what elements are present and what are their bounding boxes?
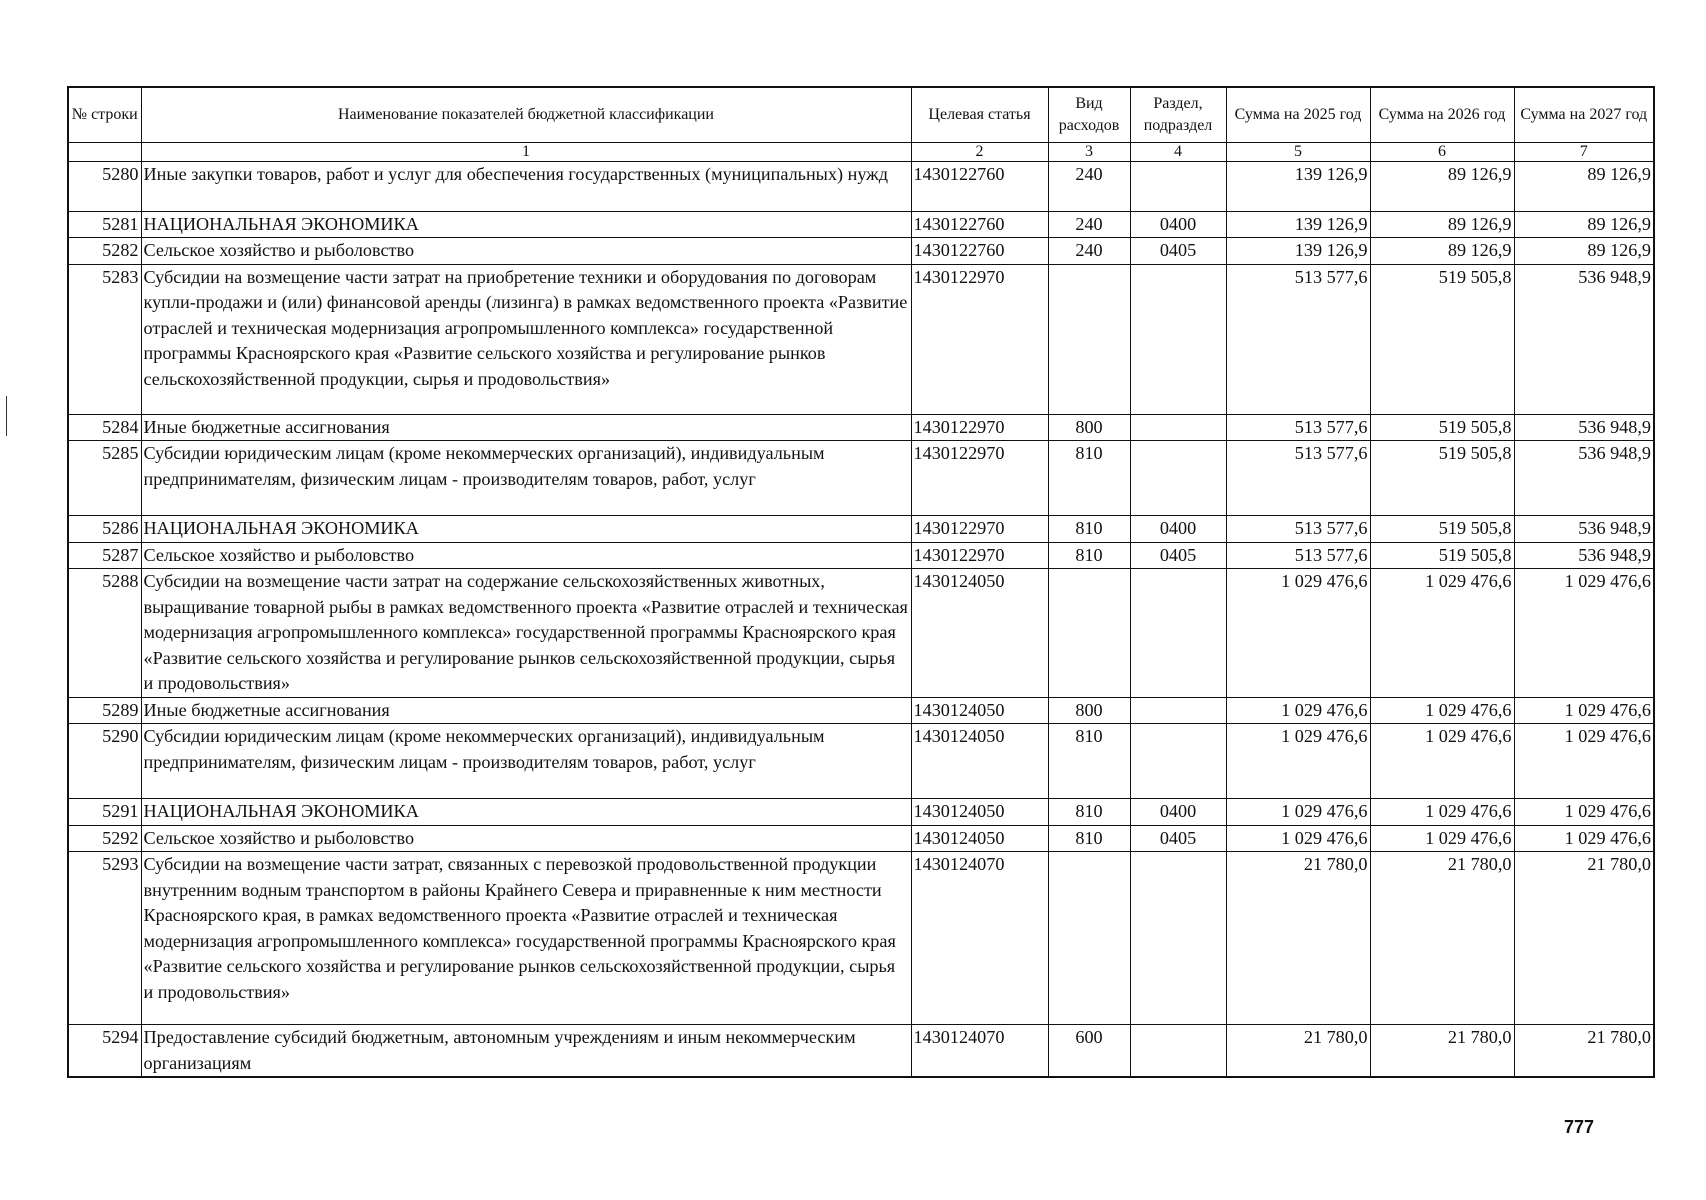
sum-2026: 519 505,8 xyxy=(1370,441,1514,516)
expense-type: 240 xyxy=(1048,238,1130,265)
table-row xyxy=(68,264,1654,414)
table-row xyxy=(68,516,1654,543)
sum-2026: 89 126,9 xyxy=(1370,238,1514,265)
table-row xyxy=(68,161,1654,211)
target-article: 1430124050 xyxy=(911,799,1048,826)
table-row xyxy=(68,1025,1654,1078)
table-body xyxy=(68,142,1654,1077)
target-article: 1430122760 xyxy=(911,238,1048,265)
table-row xyxy=(68,799,1654,826)
row-name: Субсидии на возмещение части затрат на содержание сельскохозяйственных животных, выращивание товарной рыбы в рамках ведомственного проекта «Развитие отраслей и техническая модернизация агропромышленного комплекса» государственной программы Красноярского края «Развитие сельского хозяйства и регулирование рынков сельскохозяйственной продукции, сырья и продовольствия» xyxy=(141,569,911,698)
sum-2026: 89 126,9 xyxy=(1370,161,1514,211)
target-article: 1430124050 xyxy=(911,569,1048,698)
expense-type xyxy=(1048,852,1130,1025)
table-row xyxy=(68,211,1654,238)
expense-type: 600 xyxy=(1048,1025,1130,1078)
sum-2027: 1 029 476,6 xyxy=(1514,825,1654,852)
table-row xyxy=(68,852,1654,1025)
row-name: Субсидии юридическим лицам (кроме некоммерческих организаций), индивидуальным предпринимателям, физическим лицам - производителям товаров, работ, услуг xyxy=(141,441,911,516)
header-row-no: № строки xyxy=(68,87,141,142)
target-article: 1430122970 xyxy=(911,264,1048,414)
sum-2026: 1 029 476,6 xyxy=(1370,697,1514,724)
table-row xyxy=(68,697,1654,724)
expense-type: 240 xyxy=(1048,211,1130,238)
sum-2027: 536 948,9 xyxy=(1514,441,1654,516)
scan-margin-mark xyxy=(6,396,7,436)
row-number: 5289 xyxy=(68,697,141,724)
column-number: 2 xyxy=(911,142,1048,161)
expense-type xyxy=(1048,264,1130,414)
table-row xyxy=(68,441,1654,516)
row-number: 5288 xyxy=(68,569,141,698)
sum-2025: 139 126,9 xyxy=(1226,238,1370,265)
row-name: Субсидии юридическим лицам (кроме некоммерческих организаций), индивидуальным предпринимателям, физическим лицам - производителям товаров, работ, услуг xyxy=(141,724,911,799)
expense-type: 240 xyxy=(1048,161,1130,211)
sum-2026: 1 029 476,6 xyxy=(1370,569,1514,698)
sum-2027: 89 126,9 xyxy=(1514,211,1654,238)
table-row xyxy=(68,414,1654,441)
sum-2025: 513 577,6 xyxy=(1226,414,1370,441)
row-number: 5290 xyxy=(68,724,141,799)
sum-2025: 139 126,9 xyxy=(1226,161,1370,211)
sum-2027: 89 126,9 xyxy=(1514,238,1654,265)
row-number: 5283 xyxy=(68,264,141,414)
section-code: 0400 xyxy=(1130,211,1226,238)
sum-2026: 1 029 476,6 xyxy=(1370,799,1514,826)
row-name: Субсидии на возмещение части затрат на приобретение техники и оборудования по договорам купли-продажи и (или) финансовой аренды (лизинга) в рамках ведомственного проекта «Развитие отраслей и техническая модернизация агропромышленного комплекса» государственной программы Красноярского края «Развитие сельского хозяйства и регулирование рынков сельскохозяйственной продукции, сырья и продовольствия» xyxy=(141,264,911,414)
target-article: 1430124050 xyxy=(911,825,1048,852)
sum-2027: 536 948,9 xyxy=(1514,542,1654,569)
column-number-row xyxy=(68,142,1654,161)
sum-2025: 513 577,6 xyxy=(1226,516,1370,543)
sum-2026: 519 505,8 xyxy=(1370,542,1514,569)
row-number: 5294 xyxy=(68,1025,141,1078)
row-number: 5292 xyxy=(68,825,141,852)
header-section: Раздел, подраздел xyxy=(1130,87,1226,142)
sum-2027: 1 029 476,6 xyxy=(1514,697,1654,724)
sum-2027: 21 780,0 xyxy=(1514,1025,1654,1078)
row-name: НАЦИОНАЛЬНАЯ ЭКОНОМИКА xyxy=(141,211,911,238)
sum-2026: 1 029 476,6 xyxy=(1370,724,1514,799)
row-number: 5282 xyxy=(68,238,141,265)
sum-2027: 89 126,9 xyxy=(1514,161,1654,211)
column-number: 1 xyxy=(141,142,911,161)
sum-2025: 513 577,6 xyxy=(1226,264,1370,414)
section-code xyxy=(1130,852,1226,1025)
sum-2027: 1 029 476,6 xyxy=(1514,799,1654,826)
expense-type: 810 xyxy=(1048,516,1130,543)
row-name: Предоставление субсидий бюджетным, автономным учреждениям и иным некоммерческим организациям xyxy=(141,1025,911,1078)
expense-type: 810 xyxy=(1048,542,1130,569)
target-article: 1430124050 xyxy=(911,724,1048,799)
row-number: 5291 xyxy=(68,799,141,826)
column-number: 3 xyxy=(1048,142,1130,161)
row-name: НАЦИОНАЛЬНАЯ ЭКОНОМИКА xyxy=(141,799,911,826)
section-code xyxy=(1130,441,1226,516)
row-number: 5281 xyxy=(68,211,141,238)
table-header xyxy=(68,87,1654,142)
header-sum-2025: Сумма на 2025 год xyxy=(1226,87,1370,142)
expense-type: 800 xyxy=(1048,414,1130,441)
target-article: 1430122970 xyxy=(911,542,1048,569)
section-code: 0400 xyxy=(1130,516,1226,543)
section-code: 0405 xyxy=(1130,825,1226,852)
section-code xyxy=(1130,1025,1226,1078)
section-code: 0405 xyxy=(1130,238,1226,265)
row-number: 5287 xyxy=(68,542,141,569)
table-row xyxy=(68,569,1654,698)
sum-2025: 139 126,9 xyxy=(1226,211,1370,238)
target-article: 1430122970 xyxy=(911,516,1048,543)
expense-type xyxy=(1048,569,1130,698)
sum-2027: 536 948,9 xyxy=(1514,516,1654,543)
sum-2025: 1 029 476,6 xyxy=(1226,799,1370,826)
header-sum-2027: Сумма на 2027 год xyxy=(1514,87,1654,142)
column-number: 4 xyxy=(1130,142,1226,161)
sum-2027: 1 029 476,6 xyxy=(1514,569,1654,698)
sum-2025: 1 029 476,6 xyxy=(1226,724,1370,799)
section-code xyxy=(1130,161,1226,211)
expense-type: 810 xyxy=(1048,441,1130,516)
sum-2025: 21 780,0 xyxy=(1226,852,1370,1025)
expense-type: 810 xyxy=(1048,799,1130,826)
row-name: Субсидии на возмещение части затрат, связанных с перевозкой продовольственной продукции внутренним водным транспортом в районы Крайнего Севера и приравненные к ним местности Красноярского края, в рамках ведомственного проекта «Развитие отраслей и техническая модернизация агропромышленного комплекса» государственной программы Красноярского края «Развитие сельского хозяйства и регулирование рынков сельскохозяйственной продукции, сырья и продовольствия» xyxy=(141,852,911,1025)
column-number: 6 xyxy=(1370,142,1514,161)
row-number: 5286 xyxy=(68,516,141,543)
row-name: Сельское хозяйство и рыболовство xyxy=(141,825,911,852)
row-name: Сельское хозяйство и рыболовство xyxy=(141,238,911,265)
sum-2025: 513 577,6 xyxy=(1226,441,1370,516)
table-row xyxy=(68,825,1654,852)
sum-2026: 519 505,8 xyxy=(1370,414,1514,441)
table-row xyxy=(68,238,1654,265)
row-name: Иные бюджетные ассигнования xyxy=(141,414,911,441)
sum-2027: 536 948,9 xyxy=(1514,264,1654,414)
row-name: Сельское хозяйство и рыболовство xyxy=(141,542,911,569)
target-article: 1430124050 xyxy=(911,697,1048,724)
sum-2027: 21 780,0 xyxy=(1514,852,1654,1025)
sum-2027: 1 029 476,6 xyxy=(1514,724,1654,799)
column-number xyxy=(68,142,141,161)
section-code xyxy=(1130,697,1226,724)
sum-2026: 21 780,0 xyxy=(1370,852,1514,1025)
section-code xyxy=(1130,724,1226,799)
header-sum-2026: Сумма на 2026 год xyxy=(1370,87,1514,142)
expense-type: 810 xyxy=(1048,724,1130,799)
sum-2026: 21 780,0 xyxy=(1370,1025,1514,1078)
page-number: 777 xyxy=(1564,1117,1595,1137)
sum-2025: 1 029 476,6 xyxy=(1226,825,1370,852)
row-name: Иные закупки товаров, работ и услуг для обеспечения государственных (муниципальных) нужд xyxy=(141,161,911,211)
sum-2025: 21 780,0 xyxy=(1226,1025,1370,1078)
target-article: 1430124070 xyxy=(911,1025,1048,1078)
table-row xyxy=(68,542,1654,569)
target-article: 1430122970 xyxy=(911,441,1048,516)
target-article: 1430122760 xyxy=(911,161,1048,211)
header-target-article: Целевая статья xyxy=(911,87,1048,142)
sum-2025: 513 577,6 xyxy=(1226,542,1370,569)
row-number: 5293 xyxy=(68,852,141,1025)
column-number: 7 xyxy=(1514,142,1654,161)
row-name: Иные бюджетные ассигнования xyxy=(141,697,911,724)
row-number: 5280 xyxy=(68,161,141,211)
section-code: 0405 xyxy=(1130,542,1226,569)
section-code xyxy=(1130,264,1226,414)
row-number: 5284 xyxy=(68,414,141,441)
header-expense-type: Вид расходов xyxy=(1048,87,1130,142)
target-article: 1430122760 xyxy=(911,211,1048,238)
section-code xyxy=(1130,414,1226,441)
target-article: 1430122970 xyxy=(911,414,1048,441)
section-code: 0400 xyxy=(1130,799,1226,826)
table-row xyxy=(68,724,1654,799)
column-number: 5 xyxy=(1226,142,1370,161)
header-name: Наименование показателей бюджетной классификации xyxy=(141,87,911,142)
sum-2025: 1 029 476,6 xyxy=(1226,569,1370,698)
sum-2026: 89 126,9 xyxy=(1370,211,1514,238)
target-article: 1430124070 xyxy=(911,852,1048,1025)
sum-2027: 536 948,9 xyxy=(1514,414,1654,441)
row-name: НАЦИОНАЛЬНАЯ ЭКОНОМИКА xyxy=(141,516,911,543)
expense-type: 800 xyxy=(1048,697,1130,724)
sum-2026: 519 505,8 xyxy=(1370,264,1514,414)
row-number: 5285 xyxy=(68,441,141,516)
expense-type: 810 xyxy=(1048,825,1130,852)
sum-2026: 519 505,8 xyxy=(1370,516,1514,543)
budget-table xyxy=(67,86,1655,1078)
sum-2026: 1 029 476,6 xyxy=(1370,825,1514,852)
section-code xyxy=(1130,569,1226,698)
sum-2025: 1 029 476,6 xyxy=(1226,697,1370,724)
